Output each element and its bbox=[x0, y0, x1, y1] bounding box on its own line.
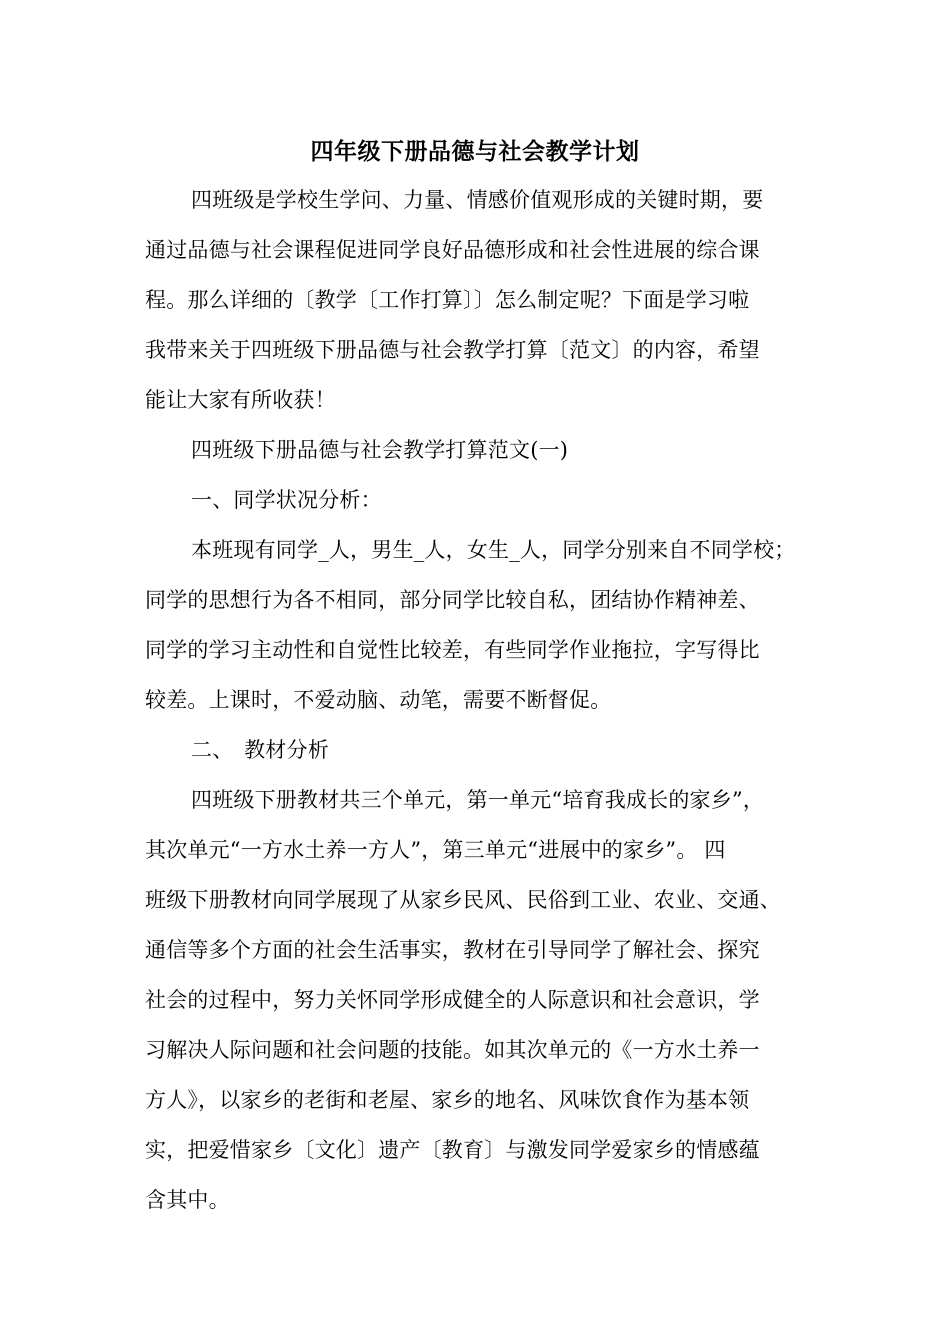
paragraph-line: 习解决人际问题和社会问题的技能。如其次单元的《一方水土养一 bbox=[145, 1038, 760, 1062]
paragraph-line: 通过品德与社会课程促进同学良好品德形成和社会性进展的综合课 bbox=[145, 238, 760, 262]
paragraph-line: 通信等多个方面的社会生活事实，教材在引导同学了解社会、探究 bbox=[145, 938, 760, 962]
paragraph-line: 四班级下册教材共三个单元，第一单元“培育我成长的家乡”， bbox=[191, 788, 765, 812]
document-body bbox=[145, 178, 835, 1228]
paragraph-line: 同学的学习主动性和自觉性比较差，有些同学作业拖拉，字写得比 bbox=[145, 638, 760, 662]
paragraph-line: 能让大家有所收获！ bbox=[145, 388, 336, 412]
paragraph-line: 社会的过程中，努力关怀同学形成健全的人际意识和社会意识，学 bbox=[145, 988, 760, 1012]
section-heading: 四班级下册品德与社会教学打算范文(一) bbox=[191, 438, 569, 462]
section-heading: 二、 教材分析 bbox=[191, 738, 329, 762]
paragraph-line: 方人》，以家乡的老街和老屋、家乡的地名、风味饮食作为基本领 bbox=[145, 1088, 750, 1112]
paragraph-line: 含其中。 bbox=[145, 1188, 230, 1212]
paragraph-line: 实，把爱惜家乡〔文化〕遗产〔教育〕与激发同学爱家乡的情感蕴 bbox=[145, 1138, 760, 1162]
paragraph-line: 我带来关于四班级下册品德与社会教学打算〔范文〕的内容，希望 bbox=[145, 338, 760, 362]
paragraph-line: 程。那么详细的〔教学〔工作打算〕〕怎么制定呢？下面是学习啦 bbox=[145, 288, 750, 312]
paragraph-line: 四班级是学校生学问、力量、情感价值观形成的关键时期，要 bbox=[191, 188, 764, 212]
section-heading: 一、同学状况分析： bbox=[191, 488, 382, 512]
paragraph-line: 班级下册教材向同学展现了从家乡民风、民俗到工业、农业、交通、 bbox=[145, 888, 781, 912]
paragraph-line: 本班现有同学_人，男生_人，女生_人，同学分别来自不同学校； bbox=[191, 538, 796, 562]
paragraph-line: 同学的思想行为各不相同，部分同学比较自私，团结协作精神差、 bbox=[145, 588, 760, 612]
paragraph-line: 其次单元“一方水土养一方人”，第三单元“进展中的家乡”。 四 bbox=[145, 838, 726, 862]
paragraph-line: 较差。上课时，不爱动脑、动笔，需要不断督促。 bbox=[145, 688, 612, 712]
document-title: 四年级下册品德与社会教学计划 bbox=[310, 138, 640, 165]
